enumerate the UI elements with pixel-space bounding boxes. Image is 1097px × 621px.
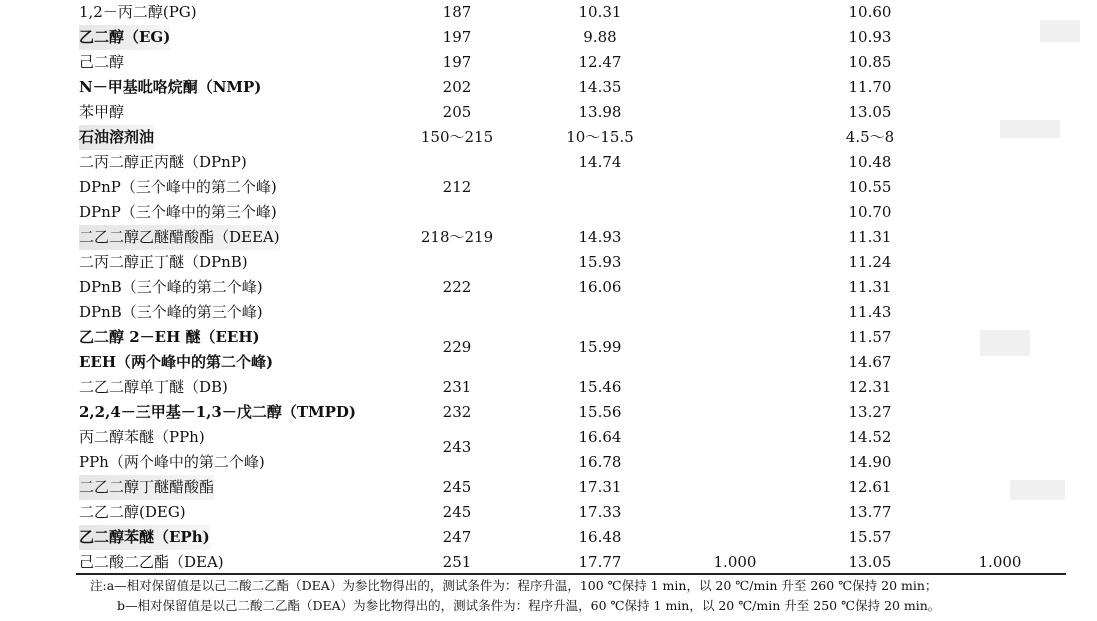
cell-rr1: [690, 250, 780, 275]
cell-name: 2,2,4－三甲基－1,3－戊二醇（TMPD): [79, 403, 357, 421]
cell-rt2: 14.67: [848, 353, 892, 371]
cell-rt2: 11.31: [848, 278, 892, 296]
table-row: [0, 550, 1097, 575]
cell-name: 己二酸二乙酯（DEA): [79, 553, 224, 571]
scan-smudge: [980, 330, 1030, 356]
cell-bp: [402, 150, 512, 175]
table-row: [0, 375, 1097, 400]
table-row: [0, 475, 1097, 500]
cell-bp: 247: [442, 528, 472, 546]
cell-rt1: 14.74: [578, 153, 622, 171]
cell-name: 二乙二醇(DEG): [79, 503, 186, 521]
cell-bp: [402, 200, 512, 225]
table-row: [0, 75, 1097, 100]
cell-rr1: [690, 350, 780, 375]
cell-rt1: 14.35: [578, 78, 622, 96]
cell-rr1: [690, 225, 780, 250]
cell-bp: 205: [442, 103, 472, 121]
cell-rt1: 15.56: [578, 403, 622, 421]
table-row: [0, 525, 1097, 550]
cell-rt2: 13.05: [848, 103, 892, 121]
cell-rt1: 17.31: [578, 478, 622, 496]
cell-rt1: 9.88: [583, 28, 617, 46]
cell-rt1: 15.46: [578, 378, 622, 396]
cell-rt2: 11.70: [848, 78, 892, 96]
cell-rt2: 4.5～8: [845, 128, 895, 146]
cell-name: 丙二醇苯醚（PPh): [79, 428, 205, 446]
scan-smudge: [1000, 120, 1060, 138]
cell-name: 己二醇: [79, 53, 125, 71]
cell-bp: 232: [442, 403, 472, 421]
table-row: [0, 200, 1097, 225]
cell-name: 二乙二醇单丁醚（DB): [79, 378, 228, 396]
table-row: [0, 500, 1097, 525]
cell-rr1: [690, 125, 780, 150]
cell-rr1: [690, 150, 780, 175]
table-row: [0, 250, 1097, 275]
cell-bp: 251: [442, 553, 472, 571]
cell-rr1: [690, 25, 780, 50]
table-row: [0, 450, 1097, 475]
cell-rt1: 15.93: [578, 253, 622, 271]
cell-rt2: 14.52: [848, 428, 892, 446]
cell-rt2: 11.57: [848, 328, 892, 346]
cell-rr1: [690, 175, 780, 200]
cell-rr1: [690, 75, 780, 100]
cell-rt1: 17.33: [578, 503, 622, 521]
cell-rt1: 10～15.5: [566, 128, 634, 146]
cell-name: 二乙二醇丁醚醋酸酯: [79, 475, 214, 500]
eeh-boiling-point-merged: 229: [442, 338, 472, 356]
cell-rt1: 17.77: [578, 553, 622, 571]
table-row: [0, 125, 1097, 150]
table-row: [0, 275, 1097, 300]
pph-boiling-point-merged: 243: [442, 438, 472, 456]
cell-bp: 245: [442, 503, 472, 521]
cell-rr1: [690, 50, 780, 75]
table-row: [0, 150, 1097, 175]
cell-name: 乙二醇苯醚（EPh): [79, 525, 210, 550]
cell-rr2: [950, 0, 1050, 25]
cell-rr1: [690, 375, 780, 400]
cell-name: N－甲基吡咯烷酮（NMP): [79, 78, 262, 96]
table-row: [0, 25, 1097, 50]
cell-name: PPh（两个峰中的第二个峰): [79, 453, 265, 471]
cell-rt1: 16.48: [578, 528, 622, 546]
cell-rt1: 10.31: [578, 3, 622, 21]
cell-name: 二乙二醇乙醚醋酸酯（DEEA): [79, 225, 280, 250]
cell-rt2: 10.70: [848, 203, 892, 221]
cell-rt2: 10.48: [848, 153, 892, 171]
cell-rr1: [690, 325, 780, 350]
table-row: [0, 50, 1097, 75]
cell-bp: 212: [442, 178, 472, 196]
cell-name: 二丙二醇正丙醚（DPnP): [79, 153, 247, 171]
scan-smudge: [1040, 20, 1080, 42]
cell-bp: 150～215: [420, 128, 494, 146]
cell-rt1: 16.78: [578, 453, 622, 471]
cell-name: DPnP（三个峰中的第二个峰): [79, 178, 277, 196]
cell-bp: 245: [442, 478, 472, 496]
table-row: [0, 400, 1097, 425]
cell-rr2: [950, 375, 1050, 400]
cell-rt2: 15.57: [848, 528, 892, 546]
cell-rr1: [690, 500, 780, 525]
cell-rr1: [690, 0, 780, 25]
scan-smudge: [1010, 480, 1065, 500]
cell-rt1: 14.93: [578, 228, 622, 246]
cell-bp: 231: [442, 378, 472, 396]
cell-rr1: [690, 475, 780, 500]
cell-rt1: [540, 175, 660, 200]
cell-rr1: [690, 100, 780, 125]
table-row: [0, 225, 1097, 250]
cell-rt2: 12.61: [848, 478, 892, 496]
cell-rt2: 12.31: [848, 378, 892, 396]
cell-name: 石油溶剂油: [79, 125, 154, 150]
cell-bp: 187: [442, 3, 472, 21]
cell-rr2: [950, 175, 1050, 200]
cell-rr1: [690, 275, 780, 300]
cell-name: 乙二醇（EG): [79, 25, 170, 50]
cell-rr1: [690, 450, 780, 475]
cell-rt2: 11.24: [848, 253, 892, 271]
cell-rt2: 13.27: [848, 403, 892, 421]
cell-rr2: [950, 425, 1050, 450]
cell-rr1: [690, 525, 780, 550]
cell-rr2: [950, 200, 1050, 225]
cell-rr2: 1.000: [978, 553, 1022, 571]
cell-bp: 202: [442, 78, 472, 96]
cell-rr2: [950, 525, 1050, 550]
cell-name: 苯甲醇: [79, 103, 125, 121]
cell-rr1: [690, 300, 780, 325]
cell-rt1: 12.47: [578, 53, 622, 71]
cell-rt1: 13.98: [578, 103, 622, 121]
cell-rr2: [950, 225, 1050, 250]
cell-name: 二丙二醇正丁醚（DPnB): [79, 253, 248, 271]
footnote-b: b—相对保留值是以己二酸二乙酯（DEA）为参比物得出的，测试条件为：程序升温，60 ℃保持 1 min，以 20 ℃/min 升至 250 ℃保持 20 min。: [117, 598, 941, 613]
cell-rt2: 10.93: [848, 28, 892, 46]
cell-rt1: [540, 200, 660, 225]
cell-rr2: [950, 300, 1050, 325]
cell-rr2: [950, 50, 1050, 75]
table-bottom-rule: [76, 573, 1066, 575]
cell-rr2: [950, 275, 1050, 300]
cell-rt2: 13.05: [848, 553, 892, 571]
cell-bp: 218～219: [420, 228, 494, 246]
cell-rr2: [950, 150, 1050, 175]
cell-rr2: [950, 500, 1050, 525]
cell-rt2: 14.90: [848, 453, 892, 471]
cell-rt2: 10.85: [848, 53, 892, 71]
cell-rt2: 11.31: [848, 228, 892, 246]
cell-name: EEH（两个峰中的第二个峰): [79, 353, 274, 371]
cell-rr1: [690, 200, 780, 225]
table-row: [0, 0, 1097, 25]
cell-rt1: 16.06: [578, 278, 622, 296]
table-row: [0, 425, 1097, 450]
cell-bp: [402, 250, 512, 275]
cell-name: DPnB（三个峰的第二个峰): [79, 278, 263, 296]
cell-name: DPnB（三个峰的第三个峰): [79, 303, 263, 321]
cell-rt1: 16.64: [578, 428, 622, 446]
cell-rr1: [690, 425, 780, 450]
eeh-retention-time-merged: 15.99: [578, 338, 622, 356]
cell-bp: 222: [442, 278, 472, 296]
cell-name: 乙二醇 2－EH 醚（EEH): [79, 328, 260, 346]
cell-rr2: [950, 250, 1050, 275]
cell-bp: 197: [442, 28, 472, 46]
cell-rt2: 10.55: [848, 178, 892, 196]
cell-rr2: [950, 450, 1050, 475]
cell-rr2: [950, 75, 1050, 100]
cell-rt2: 10.60: [848, 3, 892, 21]
cell-name: 1,2－丙二醇(PG): [79, 3, 197, 21]
cell-rr2: [950, 400, 1050, 425]
table-row: [0, 100, 1097, 125]
cell-name: DPnP（三个峰中的第三个峰): [79, 203, 277, 221]
footnote-a: 注:a—相对保留值是以己二酸二乙酯（DEA）为参比物得出的，测试条件为：程序升温，100 ℃保持 1 min，以 20 ℃/min 升至 260 ℃保持 20 min；: [90, 578, 938, 593]
cell-bp: 197: [442, 53, 472, 71]
cell-rr2: [950, 25, 1050, 50]
cell-rr1: 1.000: [713, 553, 757, 571]
cell-rt2: 11.43: [848, 303, 892, 321]
table-row: [0, 175, 1097, 200]
cell-rt2: 13.77: [848, 503, 892, 521]
cell-rr1: [690, 400, 780, 425]
